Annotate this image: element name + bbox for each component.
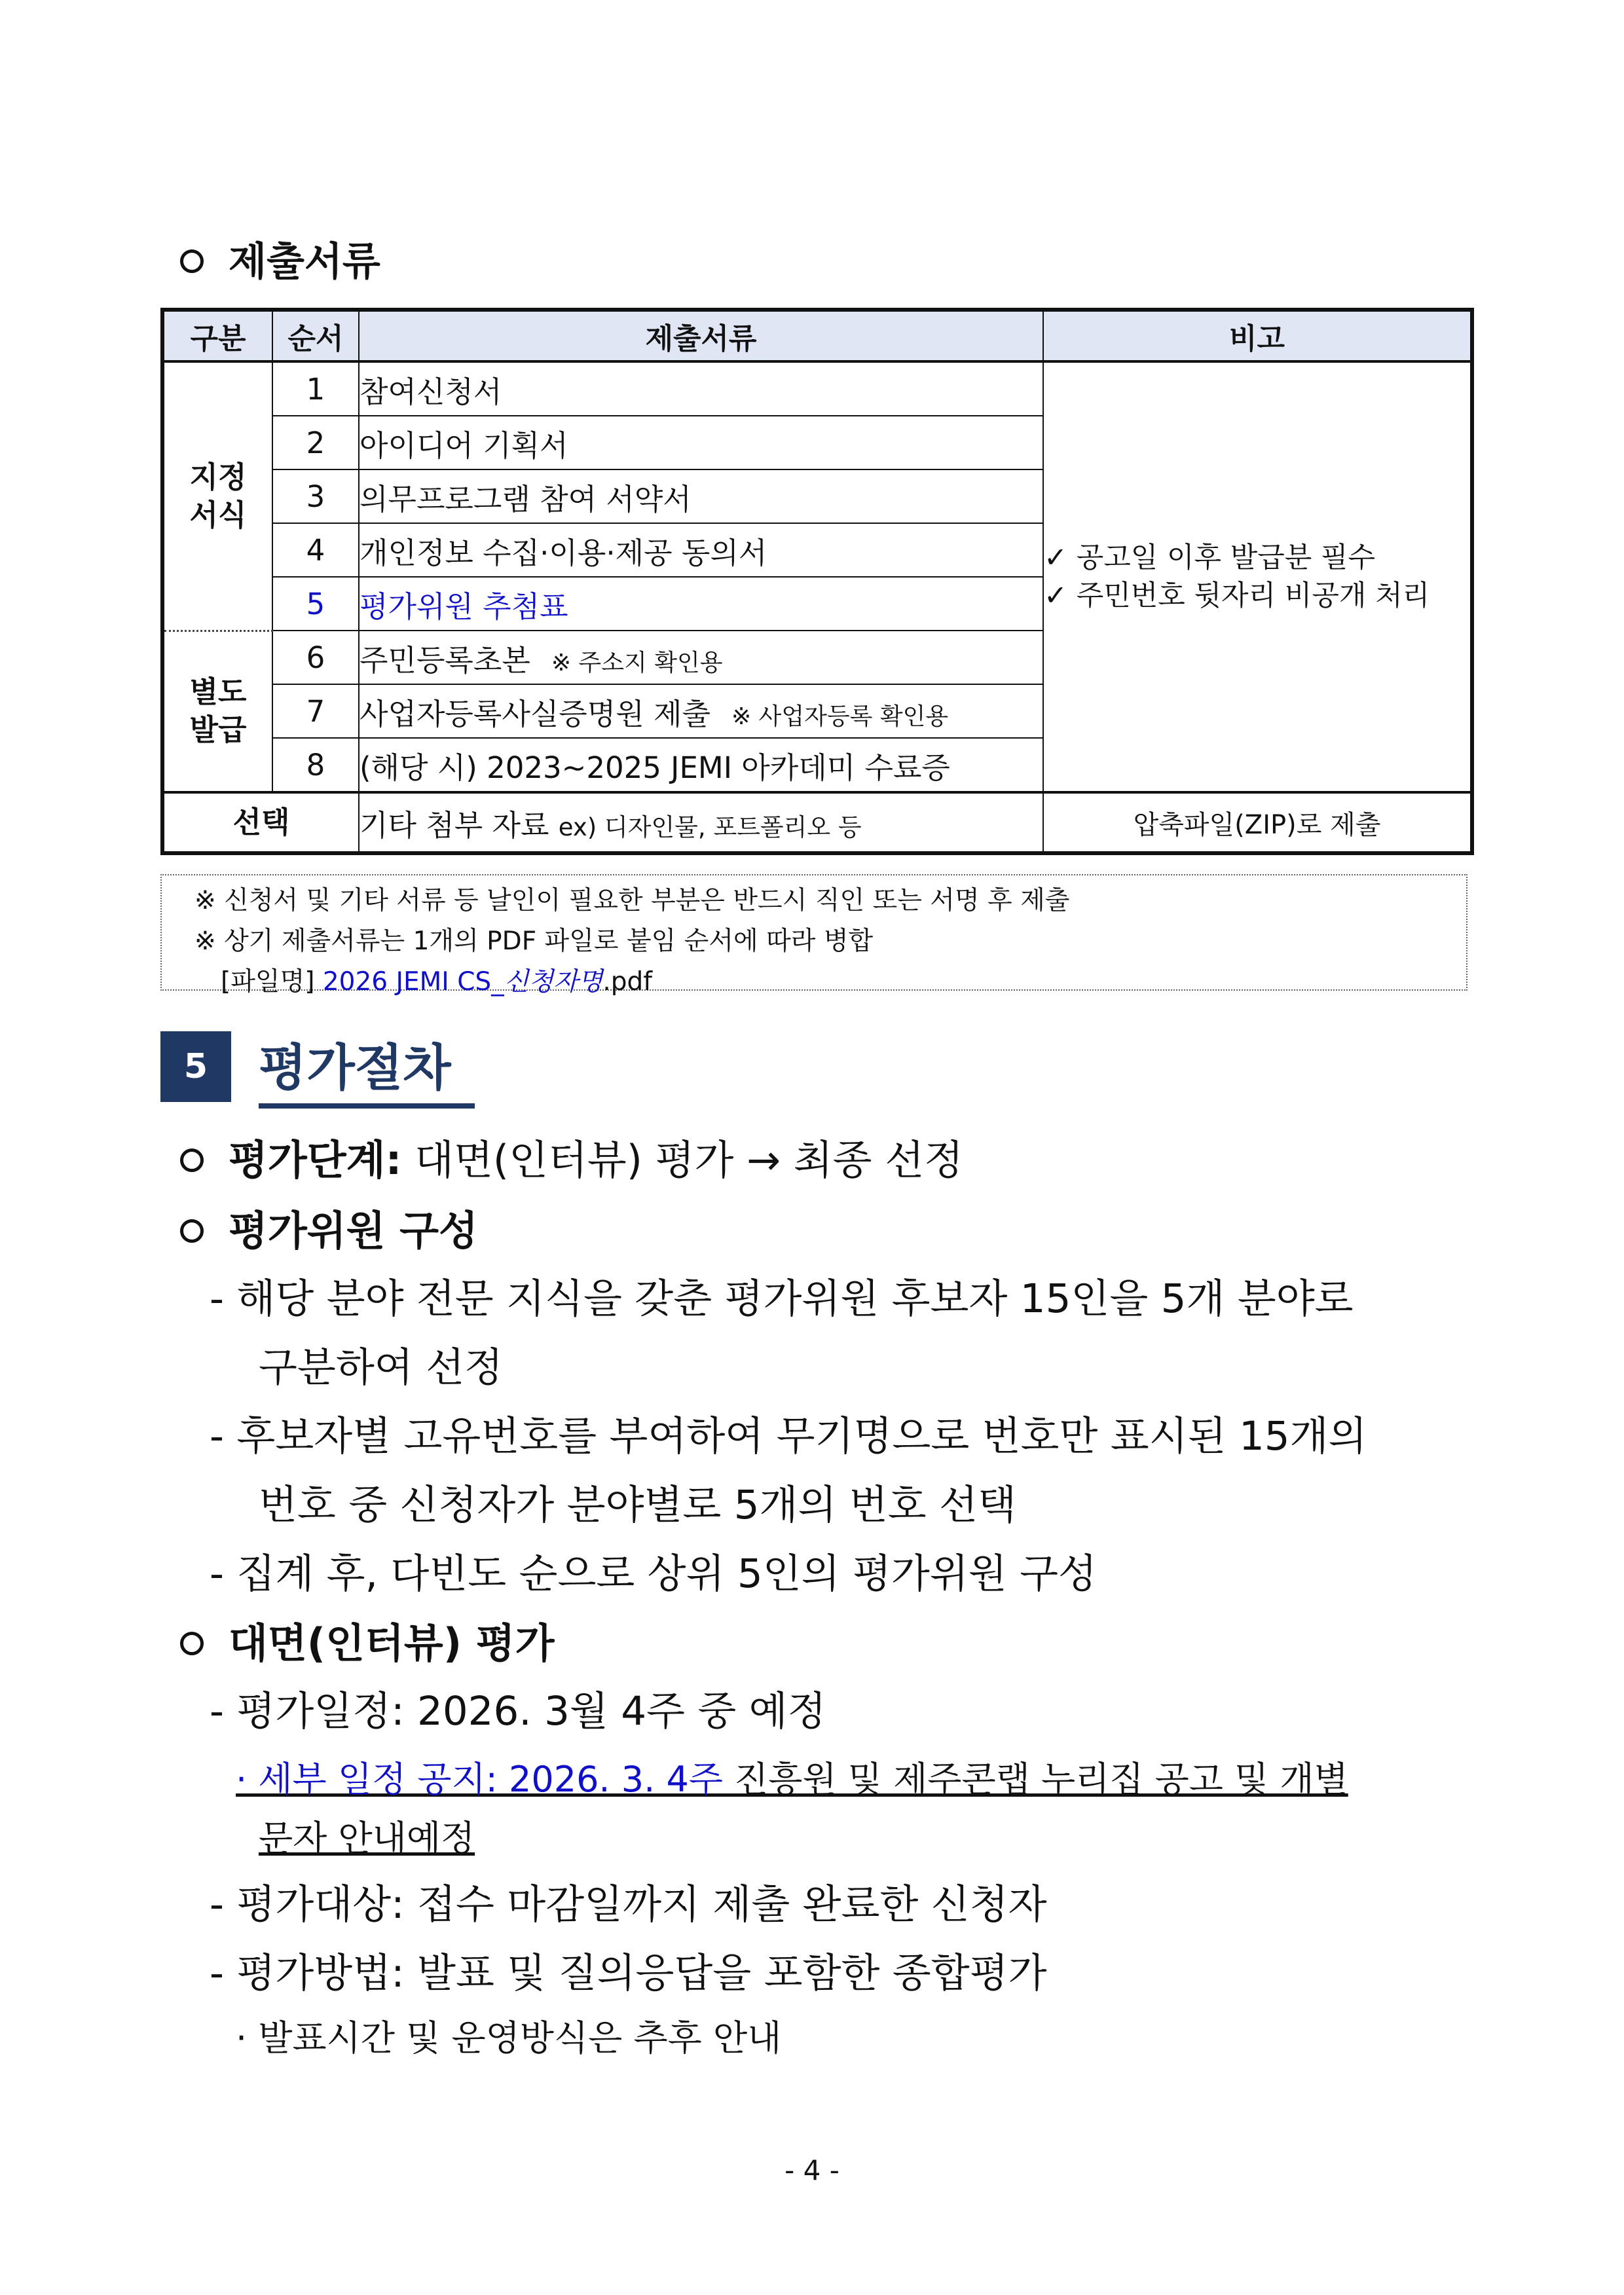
page-number: - 4 - bbox=[784, 2154, 840, 2186]
row-document: (해당 시) 2023~2025 JEMI 아카데미 수료증 bbox=[359, 738, 1043, 792]
row-number: 3 bbox=[272, 469, 359, 523]
section-title-docs: 제출서류 bbox=[180, 230, 380, 287]
note-line-2: ※ 상기 제출서류는 1개의 PDF 파일로 붙임 순서에 따라 병합 bbox=[194, 927, 874, 956]
method-item: - 평가방법: 발표 및 질의응답을 포함한 종합평가 bbox=[210, 1950, 1047, 1996]
evaluation-stage: 평가단계: 대면(인터뷰) 평가 → 최종 선정 bbox=[180, 1128, 963, 1186]
row-number: 8 bbox=[272, 738, 359, 792]
circle-bullet-icon bbox=[180, 1632, 204, 1655]
row-number: 2 bbox=[272, 416, 359, 469]
notes-box bbox=[160, 874, 1467, 997]
header-category: 구분 bbox=[162, 310, 272, 361]
row-number: 6 bbox=[272, 631, 359, 684]
row-document: 아이디어 기획서 bbox=[359, 416, 1043, 469]
committee-item-2: - 후보자별 고유번호를 부여하여 무기명으로 번호만 표시된 15개의 bbox=[210, 1413, 1367, 1460]
row-document: 의무프로그램 참여 서약서 bbox=[359, 469, 1043, 523]
group-designated-form: 지정 서식 bbox=[162, 361, 272, 631]
committee-item-3: - 집계 후, 다빈도 순으로 상위 5인의 평가위원 구성 bbox=[210, 1551, 1097, 1597]
row-number: 7 bbox=[272, 684, 359, 738]
method-detail: · 발표시간 및 운영방식은 추후 안내 bbox=[236, 2017, 782, 2059]
row-document: 사업자등록사실증명원 제출 ※ 사업자등록 확인용 bbox=[359, 684, 1043, 738]
header-remark: 비고 bbox=[1043, 310, 1472, 361]
schedule-item: - 평가일정: 2026. 3월 4주 중 예정 bbox=[210, 1688, 826, 1735]
remark-line-2: ✓ 주민번호 뒷자리 비공개 처리 bbox=[1044, 579, 1430, 612]
table-row-select bbox=[162, 792, 1472, 853]
header-document: 제출서류 bbox=[359, 310, 1043, 361]
row-document: 주민등록초본 ※ 주소지 확인용 bbox=[359, 631, 1043, 684]
row-note: ※ 사업자등록 확인용 bbox=[731, 703, 949, 730]
select-remark: 압축파일(ZIP)로 제출 bbox=[1043, 792, 1472, 853]
interview-heading: 대면(인터뷰) 평가 bbox=[180, 1611, 555, 1669]
circle-bullet-icon bbox=[180, 249, 204, 273]
row-document: 평가위원 추첨표 bbox=[359, 577, 1043, 631]
section-heading: 평가절차 bbox=[259, 1028, 475, 1109]
remark-line-1: ✓ 공고일 이후 발급분 필수 bbox=[1044, 542, 1376, 574]
row-document: 개인정보 수집·이용·제공 동의서 bbox=[359, 523, 1043, 577]
committee-item-1-cont: 구분하여 선정 bbox=[259, 1344, 503, 1391]
circle-bullet-icon bbox=[180, 1219, 204, 1243]
documents-table bbox=[160, 308, 1474, 855]
group-separate-issue: 별도 발급 bbox=[162, 631, 272, 792]
row-number: 5 bbox=[272, 577, 359, 631]
schedule-detail: · 세부 일정 공지: 2026. 3. 4주 진흥원 및 제주콘랩 누리집 공고 및 개별 bbox=[236, 1759, 1348, 1800]
note-line-1: ※ 신청서 및 기타 서류 등 날인이 필요한 부분은 반드시 직인 또는 서명 후 제출 bbox=[194, 886, 1070, 915]
row-number: 4 bbox=[272, 523, 359, 577]
target-item: - 평가대상: 접수 마감일까지 제출 완료한 신청자 bbox=[210, 1881, 1047, 1928]
circle-bullet-icon bbox=[180, 1148, 204, 1172]
row-note: ※ 주소지 확인용 bbox=[551, 649, 723, 676]
committee-item-1: - 해당 분야 전문 지식을 갖춘 평가위원 후보자 15인을 5개 분야로 bbox=[210, 1276, 1354, 1322]
section-number-badge: 5 bbox=[160, 1031, 231, 1102]
row-document: 참여신청서 bbox=[359, 361, 1043, 416]
schedule-detail-cont: 문자 안내예정 bbox=[259, 1818, 475, 1859]
remark-cell bbox=[1043, 361, 1472, 792]
header-order: 순서 bbox=[272, 310, 359, 361]
committee-heading: 평가위원 구성 bbox=[180, 1198, 478, 1257]
select-document: 기타 첨부 자료 ex) 디자인물, 포트폴리오 등 bbox=[359, 792, 1043, 853]
row-number: 1 bbox=[272, 361, 359, 416]
committee-item-2-cont: 번호 중 신청자가 분야별로 5개의 번호 선택 bbox=[259, 1482, 1016, 1528]
table-row bbox=[162, 361, 1472, 416]
table-header-row bbox=[162, 310, 1472, 361]
select-label: 선택 bbox=[162, 792, 359, 853]
note-line-3: [파일명] 2026 JEMI CS_신청자명.pdf bbox=[221, 967, 653, 997]
